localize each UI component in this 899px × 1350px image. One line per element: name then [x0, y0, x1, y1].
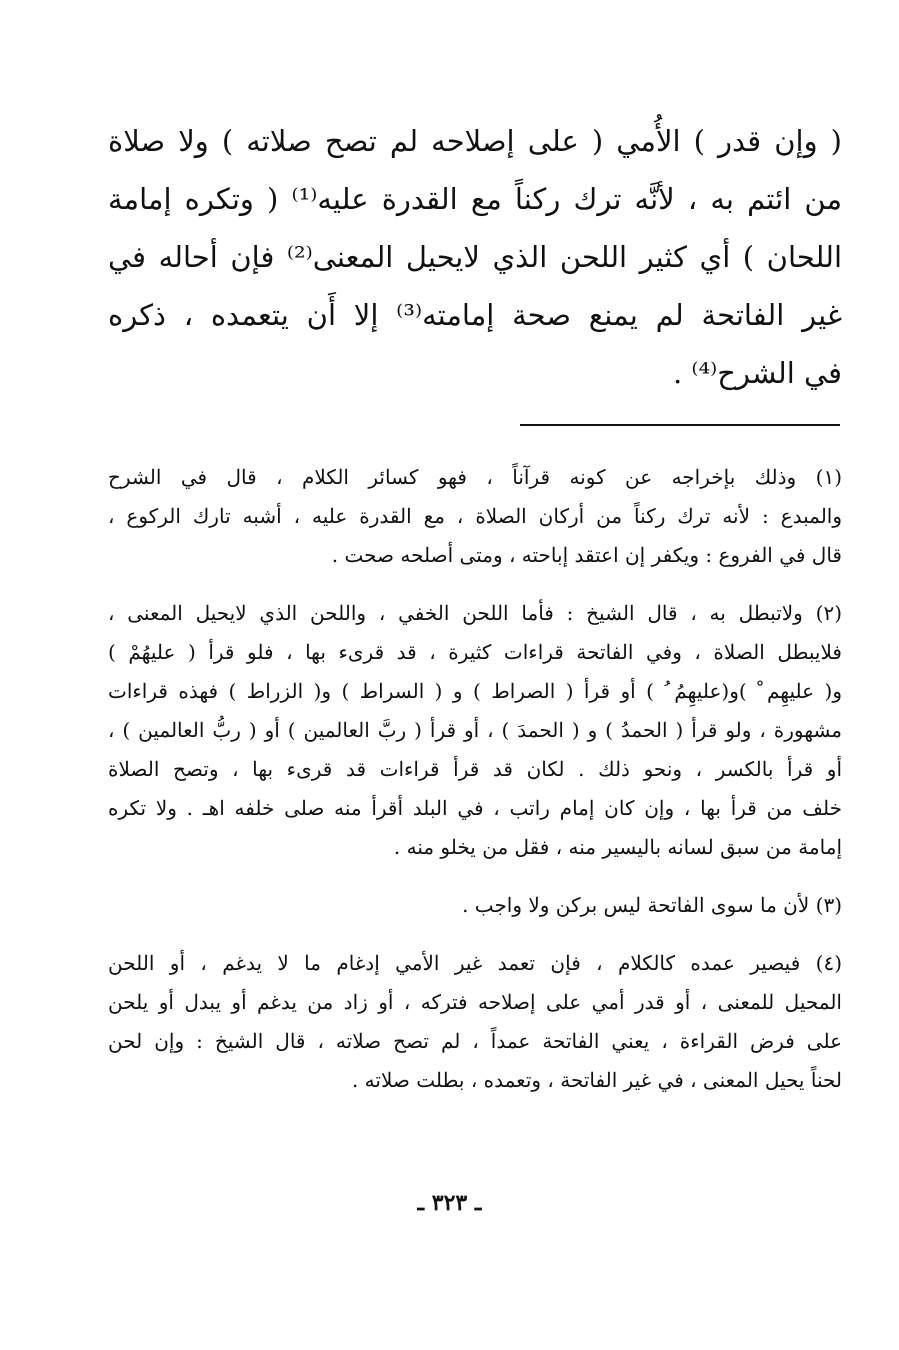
main-text-line: في الشرح⁽⁴⁾ . — [672, 356, 842, 390]
footnote-line: قال في الفروع : ويكفر إن اعتقد إباحته ، ومتى أصلحه صحت . — [331, 543, 842, 567]
main-text-line: غير الفاتحة لم يمنع صحة إمامته⁽³⁾ إلا أَن يتعمده ، ذكره — [108, 298, 842, 332]
footnote-gap — [108, 925, 842, 944]
main-text-line: ( وإن قدر ) الأُمي ( على إصلاحه لم تصح صلاته ) ولا صلاة — [108, 124, 842, 158]
footnote-line: والمبدع : لأنه ترك ركناً من أركان الصلاة ، مع القدرة عليه ، أشبه تارك الركوع ، — [108, 504, 842, 528]
footnote-1 — [108, 458, 842, 575]
footnote-line: (٣) لأن ما سوى الفاتحة ليس بركن ولا واجب . — [462, 893, 842, 917]
footnote-line: و( عليهِم ْ )و(عليهِمُ ُ ) أو قرأ ( الصراط ) و ( السراط ) و( الزراط ) فهذه قراءات — [108, 679, 842, 703]
footnote-3 — [108, 886, 842, 925]
main-text — [108, 112, 842, 402]
footnote-2 — [108, 594, 842, 867]
footnote-gap — [108, 867, 842, 886]
footnote-line: خلف من قرأ بها ، وإن كان إمام راتب ، في البلد أقرأ منه صلى خلفه اهـ . ولا تكره — [108, 796, 842, 820]
footnote-line: أو قرأ بالكسر ، ونحو ذلك . لكان قد قرأ قراءات قد قرىء بها ، وتصح الصلاة — [108, 757, 842, 781]
footnote-4 — [108, 944, 842, 1100]
footnote-line: المحيل للمعنى ، أو قدر أمي على إصلاحه فتركه ، أو زاد من يدغم أو يبدل أو يلحن — [108, 990, 842, 1014]
footnote-line: (٢) ولاتبطل به ، قال الشيخ : فأما اللحن الخفي ، واللحن الذي لايحيل المعنى ، — [108, 601, 842, 625]
main-text-line: من ائتم به ، لأنَّه ترك ركناً مع القدرة عليه⁽¹⁾ ( وتكره إمامة — [108, 182, 842, 216]
page-number: ـ ٣٢٣ ـ — [417, 1190, 482, 1216]
footnote-line: (١) وذلك بإخراجه عن كونه قرآناً ، فهو كسائر الكلام ، قال في الشرح — [108, 465, 842, 489]
main-text-line: اللحان ) أي كثير اللحن الذي لايحيل المعنى⁽²⁾ فإن أحاله في — [108, 240, 843, 274]
footnote-line: مشهورة ، ولو قرأ ( الحمدُ ) و ( الحمدَ ) ، أو قرأ ( ربَّ العالمين ) أو ( ربُّ العالمين ) ، — [108, 718, 842, 742]
footnote-line: فلايبطل الصلاة ، وفي الفاتحة قراءات كثيرة ، قد قرىء بها ، فلو قرأ ( عليهُمْ ) — [108, 640, 842, 664]
footnote-line: على فرض القراءة ، يعني الفاتحة عمداً ، لم تصح صلاته ، قال الشيخ : وإن لحن — [108, 1029, 842, 1053]
footnote-line: إمامة من سبق لسانه باليسير منه ، فقل من يخلو منه . — [393, 835, 842, 859]
footnote-separator — [520, 424, 840, 426]
footnote-line: لحناً يحيل المعنى ، في غير الفاتحة ، وتعمده ، بطلت صلاته . — [351, 1068, 842, 1092]
footnote-gap — [108, 575, 842, 594]
footnotes — [108, 458, 842, 1100]
footnote-line: (٤) فيصير عمده كالكلام ، فإن تعمد غير الأمي إدغام ما لا يدغم ، أو اللحن — [108, 951, 842, 975]
